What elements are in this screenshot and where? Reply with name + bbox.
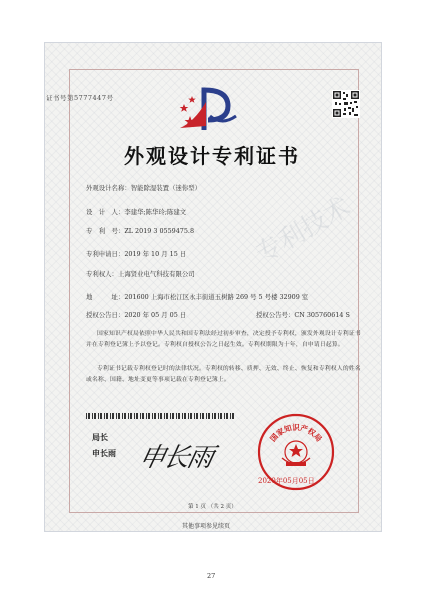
field-grant-number [256,310,350,319]
footer-note: 其他事项参见续页 [182,523,231,530]
page-indicator: 第 1 页 （共 2 页） [188,504,237,510]
patent-office-logo-icon [176,86,242,136]
svg-text:国家知识产权局: 国家知识产权局 [268,423,324,444]
field-patentee [86,269,195,278]
barcode-icon [86,413,236,419]
certificate-title: 外观设计专利证书 [124,144,300,168]
field-address [86,292,308,301]
field-design-name [86,183,201,192]
field-label: 设 计 人： [86,208,125,216]
seal-date: 2020年05月05日 [258,477,315,485]
director-title: 局长 [92,432,108,442]
legal-status-note: 专利证书记载专利权登记时的法律状况。专利权的转移、质押、无效、终止、恢复和专利权人的姓名或名称、国籍、地址变更等事项记载在专利登记簿上。 [86,366,361,383]
field-label: 专利权人： [86,270,118,278]
field-value: 李建华;陈华玲;陈建文 [124,208,187,216]
field-label: 授权公告日： [86,311,125,319]
field-application-date [86,249,186,258]
field-designer [86,207,186,216]
qr-code-icon [332,90,360,118]
field-value: CN 305760614 S [294,311,350,319]
field-grant-date [86,310,186,319]
field-patent-number [86,226,194,235]
field-value: 上海贤业电气科技有限公司 [117,270,195,278]
field-label: 专 利 号： [86,227,125,235]
certificate-number: 证书号第5777447号 [46,94,114,102]
page-number: 27 [207,572,216,580]
field-label: 外观设计名称： [86,184,131,192]
field-value: 2019 年 10 月 15 日 [124,250,187,258]
watermark: 专利技术 [250,191,356,270]
signature: 申长雨 [136,443,215,473]
field-label: 地 址： [86,293,125,301]
director-name: 申长雨 [92,448,116,458]
field-value: 2020 年 05 月 05 日 [124,311,187,319]
grant-statement: 国家知识产权局依照中华人民共和国专利法经过初步审查，决定授予专利权，颁发外观设计专利证书并在专利登记簿上予以登记。专利权自授权公告之日起生效。专利权期限为十年，自申请日起算。 [86,331,361,348]
field-label: 授权公告号： [256,311,295,319]
field-value: 201600 上海市松江区永丰街道玉树路 269 号 5 号楼 32909 室 [124,293,309,301]
field-value: ZL 2019 3 0559475.8 [124,227,195,235]
field-label: 专利申请日： [86,250,125,258]
field-value: 智能除湿装置（迷你型） [130,184,202,192]
